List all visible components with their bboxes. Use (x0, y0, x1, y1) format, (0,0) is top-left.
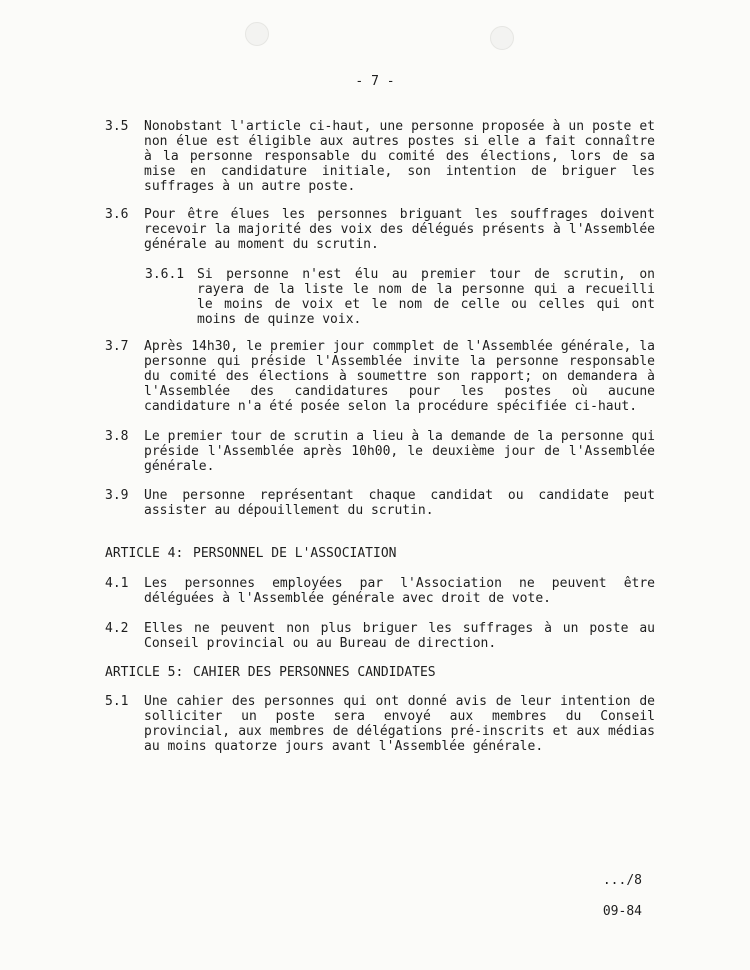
page-number: - 7 - (355, 74, 395, 89)
document-date: 09-84 (602, 904, 642, 919)
section-text: Après 14h30, le premier jour commplet de l'Assemblée générale, la personne qui préside l'Assemblée invite la personne responsable du comité des élections à soumettre son rapport; on demandera à l'Assemblée des candidatures pour les postes où aucune candidature n'a été posée selon la procédure spécifiée ci-haut. (144, 339, 655, 414)
continued-marker: .../8 (602, 873, 642, 888)
article-label: ARTICLE 5: (105, 665, 184, 680)
section-3-6 (105, 207, 655, 252)
article-title: CAHIER DES PERSONNES CANDIDATES (193, 665, 436, 680)
section-3-8 (105, 429, 655, 474)
section-text: Les personnes employées par l'Association ne peuvent être déléguées à l'Assemblée générale avec droit de vote. (144, 576, 655, 606)
section-3-9 (105, 488, 655, 518)
article-5-heading (105, 665, 436, 680)
section-3-5 (105, 119, 655, 194)
section-number: 3.6 (105, 207, 129, 222)
punch-hole-right (490, 26, 514, 50)
section-text: Le premier tour de scrutin a lieu à la demande de la personne qui préside l'Assemblée après 10h00, le deuxième jour de l'Assemblée générale. (144, 429, 655, 474)
section-text: Une cahier des personnes qui ont donné avis de leur intention de solliciter un poste sera envoyé aux membres du Conseil provincial, aux membres de délégations pré-inscrits et aux médias au moins quatorze jours avant l'Assemblée générale. (144, 694, 655, 754)
article-label: ARTICLE 4: (105, 546, 184, 561)
section-4-1 (105, 576, 655, 606)
section-text: Elles ne peuvent non plus briguer les suffrages à un poste au Conseil provincial ou au Bureau de direction. (144, 621, 655, 651)
section-text: Une personne représentant chaque candidat ou candidate peut assister au dépouillement du scrutin. (144, 488, 655, 518)
section-number: 4.2 (105, 621, 129, 636)
section-number: 3.9 (105, 488, 129, 503)
section-number: 4.1 (105, 576, 129, 591)
section-number: 3.7 (105, 339, 129, 354)
punch-hole-left (245, 22, 269, 46)
section-4-2 (105, 621, 655, 651)
section-number: 3.5 (105, 119, 129, 134)
article-title: PERSONNEL DE L'ASSOCIATION (193, 546, 397, 561)
section-text: Si personne n'est élu au premier tour de scrutin, on rayera de la liste le nom de la personne qui a recueilli le moins de voix et le nom de celle ou celles qui ont moins de quinze voix. (197, 267, 655, 327)
section-number: 3.8 (105, 429, 129, 444)
section-number: 5.1 (105, 694, 129, 709)
section-3-6-1 (145, 267, 655, 327)
section-number: 3.6.1 (145, 267, 185, 282)
section-5-1 (105, 694, 655, 754)
article-4-heading (105, 546, 397, 561)
section-text: Nonobstant l'article ci-haut, une personne proposée à un poste et non élue est éligible aux autres postes si elle a fait connaître à la personne responsable du comité des élections, lors de sa mise en candidature initiale, son intention de briguer les suffrages à un autre poste. (144, 119, 655, 194)
section-3-7 (105, 339, 655, 414)
section-text: Pour être élues les personnes briguant les souffrages doivent recevoir la majorité des voix des délégués présents à l'Assemblée générale au moment du scrutin. (144, 207, 655, 252)
